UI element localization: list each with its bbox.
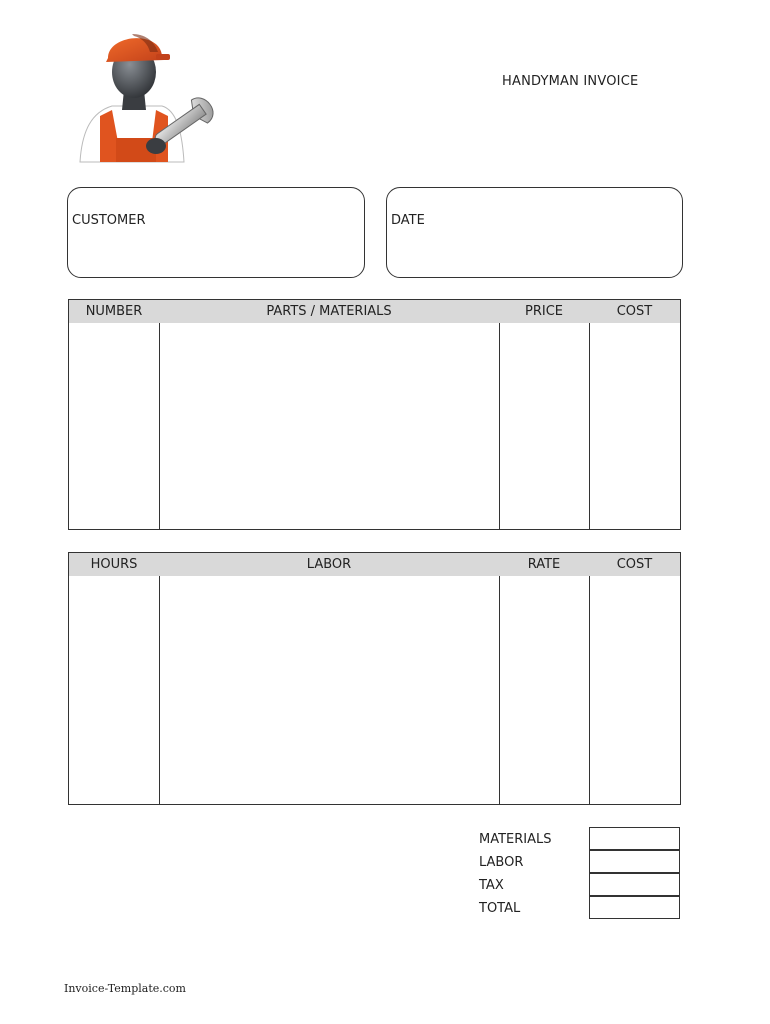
customer-box[interactable] (67, 187, 365, 278)
column-header-hours: HOURS (90, 557, 138, 572)
column-divider (589, 576, 590, 804)
customer-label: CUSTOMER (72, 213, 146, 228)
column-header-price: PRICE (525, 304, 563, 319)
invoice-title: HANDYMAN INVOICE (502, 74, 639, 89)
grand-total-field[interactable] (589, 896, 680, 919)
column-header-parts-materials: PARTS / MATERIALS (266, 304, 392, 319)
labor-total-label: LABOR (479, 855, 524, 870)
column-header-cost: COST (616, 304, 653, 319)
column-divider (159, 576, 160, 804)
materials-total-field[interactable] (589, 827, 680, 850)
parts-materials-table (68, 299, 681, 530)
column-divider (159, 323, 160, 529)
labor-table (68, 552, 681, 805)
column-header-labor: LABOR (306, 557, 352, 572)
column-divider (499, 576, 500, 804)
date-box[interactable] (386, 187, 683, 278)
footer-credit: Invoice-Template.com (64, 982, 186, 995)
grand-total-label: TOTAL (479, 901, 521, 916)
column-divider (589, 323, 590, 529)
column-header-number: NUMBER (85, 304, 143, 319)
column-header-cost: COST (616, 557, 653, 572)
tax-label: TAX (479, 878, 504, 893)
column-header-rate: RATE (527, 557, 561, 572)
materials-total-label: MATERIALS (479, 832, 552, 847)
labor-table-header (69, 553, 680, 576)
column-divider (499, 323, 500, 529)
parts-table-header (69, 300, 680, 323)
date-label: DATE (391, 213, 425, 228)
handyman-with-wrench-icon (72, 20, 222, 170)
tax-field[interactable] (589, 873, 680, 896)
labor-total-field[interactable] (589, 850, 680, 873)
